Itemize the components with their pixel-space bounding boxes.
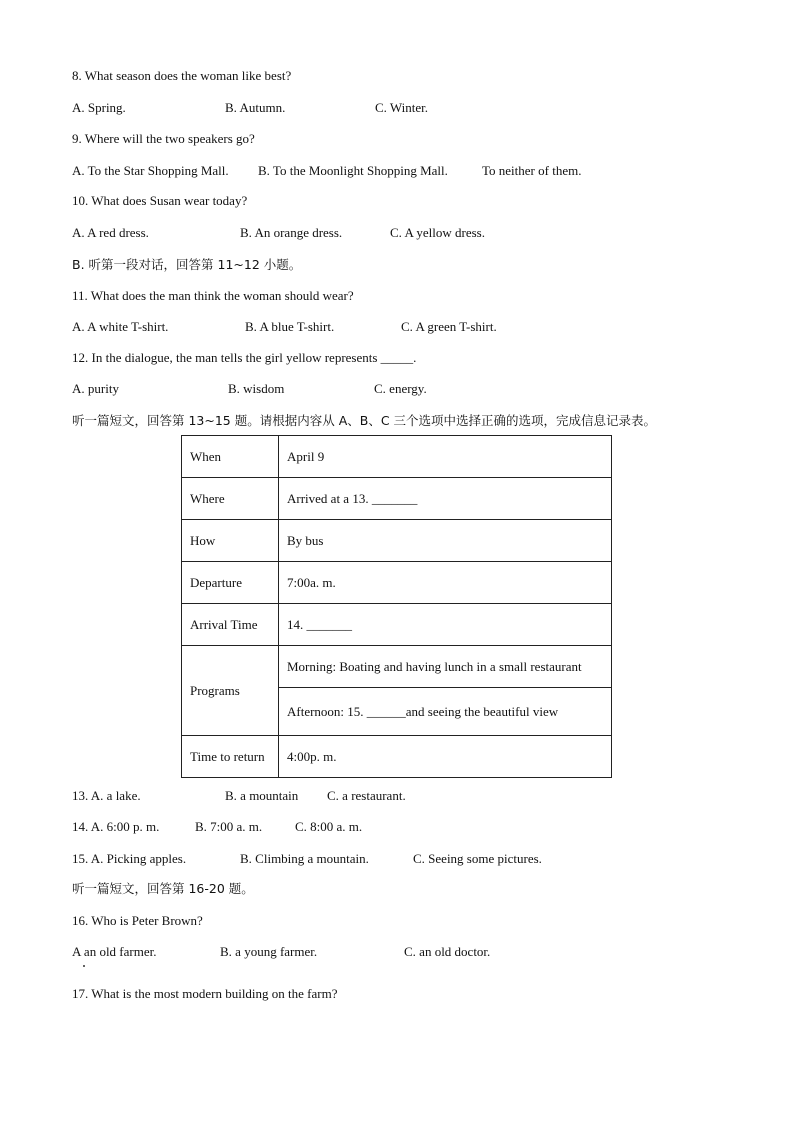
q15-option-c: C. Seeing some pictures. xyxy=(413,851,542,866)
q12-option-a: A. purity xyxy=(72,381,119,396)
question-17: 17. What is the most modern building on the farm? xyxy=(72,986,338,1001)
q10-option-a: A. A red dress. xyxy=(72,225,149,240)
question-10: 10. What does Susan wear today? xyxy=(72,193,248,208)
programs-label: Programs xyxy=(182,646,279,736)
q12-option-b: B. wisdom xyxy=(228,381,285,396)
where-value: Arrived at a 13. _______ xyxy=(279,478,612,520)
q14-option-c: C. 8:00 a. m. xyxy=(295,819,363,834)
question-16: 16. Who is Peter Brown? xyxy=(72,913,203,928)
question-12: 12. In the dialogue, the man tells the girl yellow represents _____. xyxy=(72,350,417,365)
q10-option-b: B. An orange dress. xyxy=(240,225,343,240)
departure-label: Departure xyxy=(182,562,279,604)
q11-option-a: A. A white T-shirt. xyxy=(72,319,169,334)
q9-option-b: B. To the Moonlight Shopping Mall. xyxy=(258,163,448,178)
passage2-instruction: 听一篇短文，回答第 16-20 题。 xyxy=(72,881,254,896)
q14-option-b: B. 7:00 a. m. xyxy=(195,819,263,834)
q13-option-b: B. a mountain xyxy=(225,788,299,803)
stray-dot xyxy=(83,965,85,967)
q13-option-c: C. a restaurant. xyxy=(327,788,406,803)
q11-option-b: B. A blue T-shirt. xyxy=(245,319,335,334)
programs-afternoon: Afternoon: 15. ______and seeing the beautiful view xyxy=(279,688,612,736)
question-11: 11. What does the man think the woman should wear? xyxy=(72,288,354,303)
q12-option-c: C. energy. xyxy=(374,381,427,396)
programs-morning: Morning: Boating and having lunch in a small restaurant xyxy=(279,646,612,688)
question-9: 9. Where will the two speakers go? xyxy=(72,131,255,146)
return-time-label: Time to return xyxy=(182,736,279,778)
q8-option-c: C. Winter. xyxy=(375,100,429,115)
q9-option-a: A. To the Star Shopping Mall. xyxy=(72,163,229,178)
question-8: 8. What season does the woman like best? xyxy=(72,68,292,83)
q16-option-c: C. an old doctor. xyxy=(404,944,491,959)
q13-option-a: 13. A. a lake. xyxy=(72,788,141,803)
q16-option-b: B. a young farmer. xyxy=(220,944,318,959)
q8-option-a: A. Spring. xyxy=(72,100,126,115)
where-label: Where xyxy=(182,478,279,520)
q15-option-a: 15. A. Picking apples. xyxy=(72,851,187,866)
q16-option-a: A an old farmer. xyxy=(72,944,157,959)
when-value: April 9 xyxy=(279,436,612,478)
how-value: By bus xyxy=(279,520,612,562)
arrival-time-value: 14. _______ xyxy=(279,604,612,646)
q8-option-b: B. Autumn. xyxy=(225,100,286,115)
when-label: When xyxy=(182,436,279,478)
how-label: How xyxy=(182,520,279,562)
section-b-instruction: B. 听第一段对话，回答第 11~12 小题。 xyxy=(72,257,302,272)
q14-option-a: 14. A. 6:00 p. m. xyxy=(72,819,160,834)
q15-option-b: B. Climbing a mountain. xyxy=(240,851,369,866)
q11-option-c: C. A green T-shirt. xyxy=(401,319,497,334)
info-record-table xyxy=(181,435,612,778)
q10-option-c: C. A yellow dress. xyxy=(390,225,485,240)
passage-instruction: 听一篇短文，回答第 13~15 题。请根据内容从 A、B、C 三个选项中选择正确的选项，完成信息记录表。 xyxy=(72,413,657,428)
departure-value: 7:00a. m. xyxy=(279,562,612,604)
q9-option-c: To neither of them. xyxy=(482,163,582,178)
return-time-value: 4:00p. m. xyxy=(279,736,612,778)
arrival-time-label: Arrival Time xyxy=(182,604,279,646)
